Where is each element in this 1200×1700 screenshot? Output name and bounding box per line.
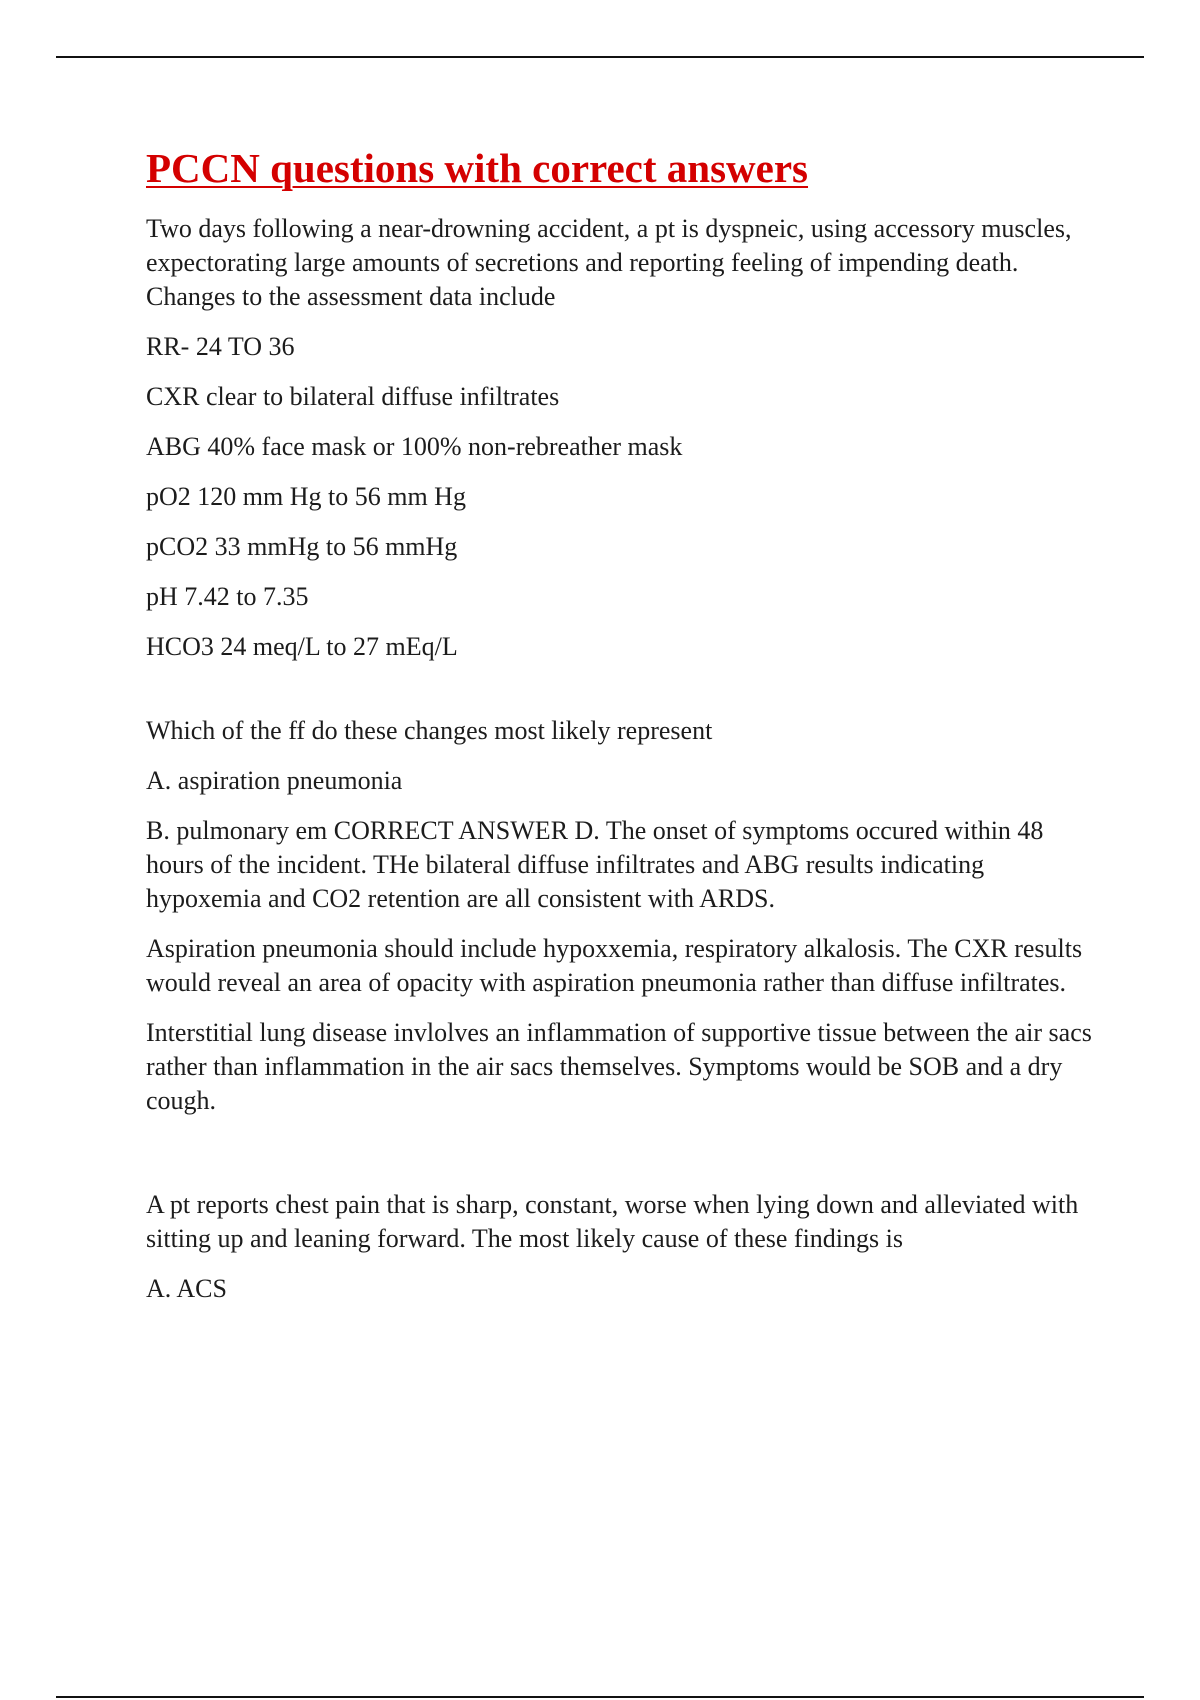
top-rule xyxy=(56,56,1144,58)
assessment-line-ph: pH 7.42 to 7.35 xyxy=(146,582,309,612)
question-1-option-b-answer: B. pulmonary em CORRECT ANSWER D. The onset of symptoms occured within 48 hours of the incident. THe bilateral diffuse infiltrates and ABG results indicating hypoxemia and CO2 retention are all consistent with ARDS. xyxy=(146,816,1044,914)
document-body xyxy=(146,145,1096,1322)
page-title: PCCN questions with correct answers xyxy=(146,145,809,191)
bottom-rule xyxy=(56,1696,1144,1698)
assessment-line-po2: pO2 120 mm Hg to 56 mm Hg xyxy=(146,482,466,512)
question-2-option-a: A. ACS xyxy=(146,1274,227,1304)
assessment-line-hco3: HCO3 24 meq/L to 27 mEq/L xyxy=(146,632,458,662)
question-1-explanation-interstitial: Interstitial lung disease invlolves an inflammation of supportive tissue between the air sacs rather than inflammation in the air sacs themselves. Symptoms would be SOB and a dry cough. xyxy=(146,1018,1092,1116)
question-2-stem: A pt reports chest pain that is sharp, constant, worse when lying down and alleviated with sitting up and leaning forward. The most likely cause of these findings is xyxy=(146,1190,1079,1254)
assessment-line-pco2: pCO2 33 mmHg to 56 mmHg xyxy=(146,532,458,562)
question-1-prompt: Which of the ff do these changes most likely represent xyxy=(146,716,713,746)
assessment-line-abg: ABG 40% face mask or 100% non-rebreather mask xyxy=(146,432,683,462)
question-1-option-a: A. aspiration pneumonia xyxy=(146,766,403,796)
question-1-explanation-aspiration: Aspiration pneumonia should include hypoxxemia, respiratory alkalosis. The CXR results would reveal an area of opacity with aspiration pneumonia rather than diffuse infiltrates. xyxy=(146,934,1083,998)
question-1-stem: Two days following a near-drowning accident, a pt is dyspneic, using accessory muscles, expectorating large amounts of secretions and reporting feeling of impending death. Changes to the assessment data include xyxy=(146,214,1072,312)
assessment-line-cxr: CXR clear to bilateral diffuse infiltrates xyxy=(146,382,560,412)
assessment-line-rr: RR- 24 TO 36 xyxy=(146,332,295,362)
